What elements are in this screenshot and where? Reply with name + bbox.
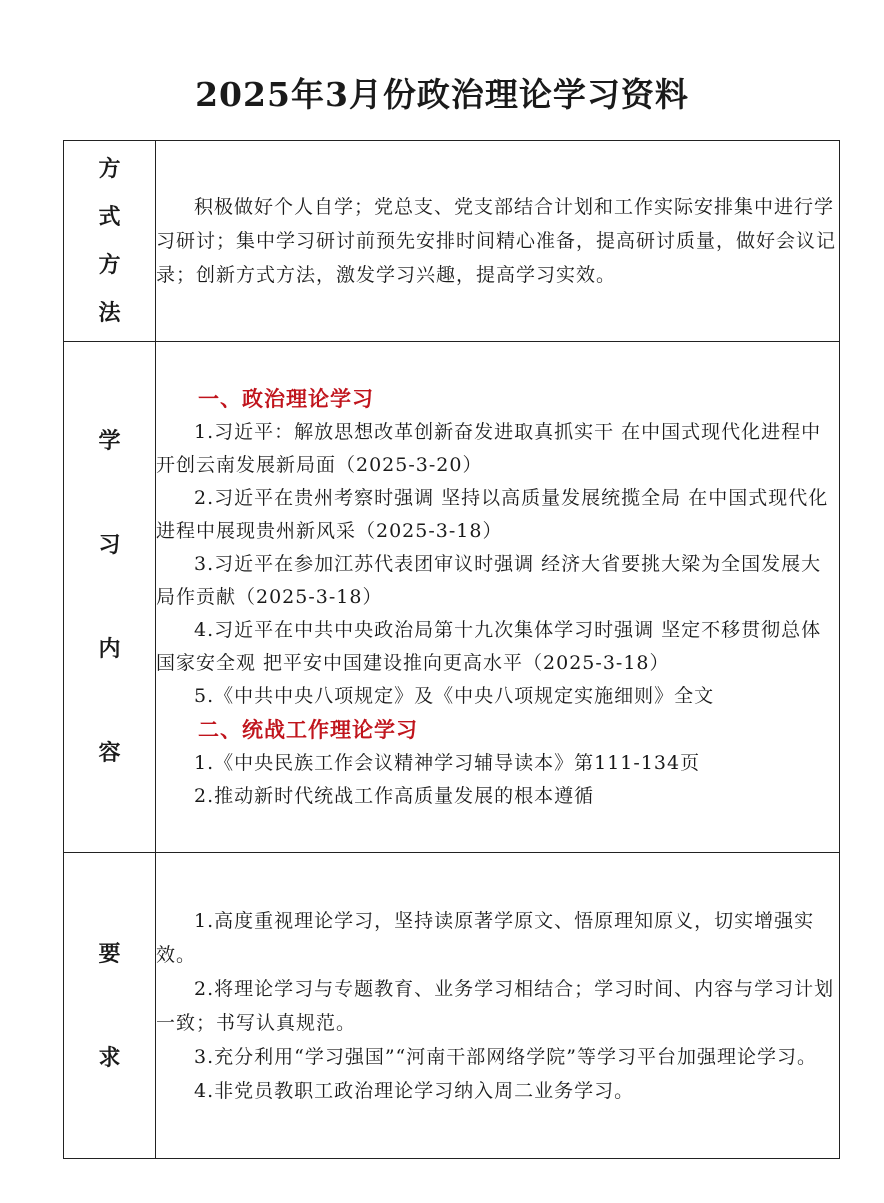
label-char: 容 bbox=[98, 740, 121, 766]
list-item: 4.非党员教职工政治理论学习纳入周二业务学习。 bbox=[194, 1079, 635, 1102]
content-row bbox=[64, 342, 840, 853]
label-char: 求 bbox=[98, 1044, 121, 1071]
label-char: 要 bbox=[98, 940, 121, 967]
list-item: 3.充分利用“学习强国”“河南干部网络学院”等学习平台加强理论学习。 bbox=[194, 1045, 817, 1068]
requirements-cell bbox=[156, 853, 840, 1159]
document-title: 2025年3月份政治理论学习资料 bbox=[195, 75, 689, 114]
method-label bbox=[64, 141, 156, 342]
content-cell bbox=[156, 342, 840, 853]
label-char: 方 bbox=[98, 156, 121, 182]
list-item: 2.推动新时代统战工作高质量发展的根本遵循 bbox=[194, 784, 595, 807]
method-row bbox=[64, 141, 840, 342]
content-label bbox=[64, 342, 156, 853]
list-item: 1.习近平：解放思想改革创新奋发进取真抓实干 在中国式现代化进程中开创云南发展新局面（2025-3-20） bbox=[156, 420, 822, 476]
label-char: 方 bbox=[98, 252, 121, 278]
list-item: 1.高度重视理论学习，坚持读原著学原文、悟原理知原义，切实增强实效。 bbox=[156, 909, 815, 966]
list-item: 2.将理论学习与专题教育、业务学习相结合；学习时间、内容与学习计划一致；书写认真规范。 bbox=[156, 977, 835, 1034]
method-content-cell bbox=[156, 141, 840, 342]
list-item: 4.习近平在中共中央政治局第十九次集体学习时强调 坚定不移贯彻总体国家安全观 把平安中国建设推向更高水平（2025-3-18） bbox=[156, 618, 822, 674]
label-char: 式 bbox=[98, 204, 121, 230]
list-item: 2.习近平在贵州考察时强调 坚持以高质量发展统揽全局 在中国式现代化进程中展现贵州新风采（2025-3-18） bbox=[156, 486, 829, 542]
study-material-table bbox=[63, 140, 840, 1159]
method-paragraph: 积极做好个人自学；党总支、党支部结合计划和工作实际安排集中进行学习研讨；集中学习研讨前预先安排时间精心准备，提高研讨质量，做好会议记录；创新方式方法，激发学习兴趣，提高学习实效。 bbox=[156, 196, 837, 286]
label-char: 法 bbox=[98, 300, 121, 326]
requirements-label bbox=[64, 853, 156, 1159]
section-heading-united-front: 二、统战工作理论学习 bbox=[198, 716, 418, 742]
section-heading-politics: 一、政治理论学习 bbox=[198, 385, 374, 411]
label-char: 习 bbox=[98, 532, 121, 558]
list-item: 5.《中共中央八项规定》及《中央八项规定实施细则》全文 bbox=[194, 684, 715, 707]
label-char: 学 bbox=[98, 428, 121, 454]
requirements-row bbox=[64, 853, 840, 1159]
list-item: 1.《中央民族工作会议精神学习辅导读本》第111-134页 bbox=[194, 751, 701, 774]
list-item: 3.习近平在参加江苏代表团审议时强调 经济大省要挑大梁为全国发展大局作贡献（2025-3-18） bbox=[156, 552, 822, 608]
label-char: 内 bbox=[98, 636, 121, 662]
